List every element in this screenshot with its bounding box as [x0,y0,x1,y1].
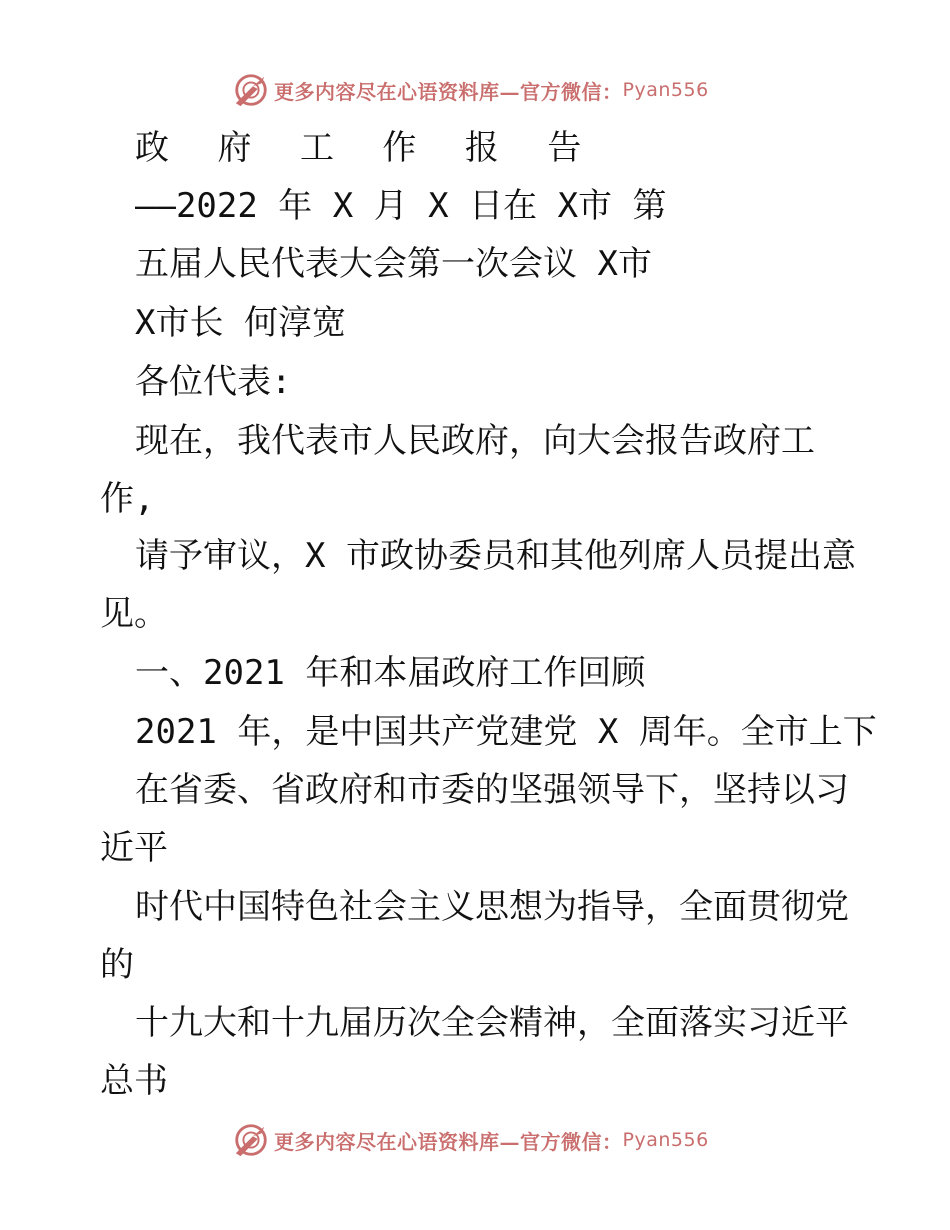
paragraph-line: 总书 [100,1061,168,1101]
paragraph-line: 请予审议，X 市政协委员和其他列席人员提出意 [135,536,856,576]
paragraph-line: 十九大和十九届历次全会精神，全面落实习近平 [135,1003,849,1043]
paragraph-line: 时代中国特色社会主义思想为指导，全面贯彻党 [135,887,849,927]
doc-author: X市长 何淳宽 [135,303,346,343]
header-watermark [232,70,709,110]
doc-subtitle-line-2: 五届人民代表大会第一次会议 X市 [135,244,652,284]
paragraph-line: 近平 [100,828,168,868]
watermark-wechat-id: Pyan556 [622,1129,709,1151]
paragraph-line: 见。 [100,594,168,634]
watermark-text: 更多内容尽在心语资料库—官方微信： [274,79,623,104]
watermark-text: 更多内容尽在心语资料库—官方微信： [274,1129,623,1154]
paragraph-line: 的 [100,945,134,985]
watermark-wechat-id: Pyan556 [622,79,709,101]
paragraph-line: 2021 年，是中国共产党建党 X 周年。全市上下 [135,712,877,752]
footer-watermark [232,1120,709,1160]
pen-logo-icon [232,1121,270,1159]
pen-logo-icon [232,71,270,109]
paragraph-line: 在省委、省政府和市委的坚强领导下，坚持以习 [135,770,849,810]
paragraph-line: 作, [100,479,155,519]
paragraph-line: 现在，我代表市人民政府，向大会报告政府工 [135,421,815,461]
section-heading: 一、2021 年和本届政府工作回顾 [135,653,646,693]
doc-title: 政 府 工 作 报 告 [135,128,596,168]
doc-subtitle-line-1: ——2022 年 X 月 X 日在 X市 第 [135,186,667,226]
doc-salutation: 各位代表: [135,362,292,402]
